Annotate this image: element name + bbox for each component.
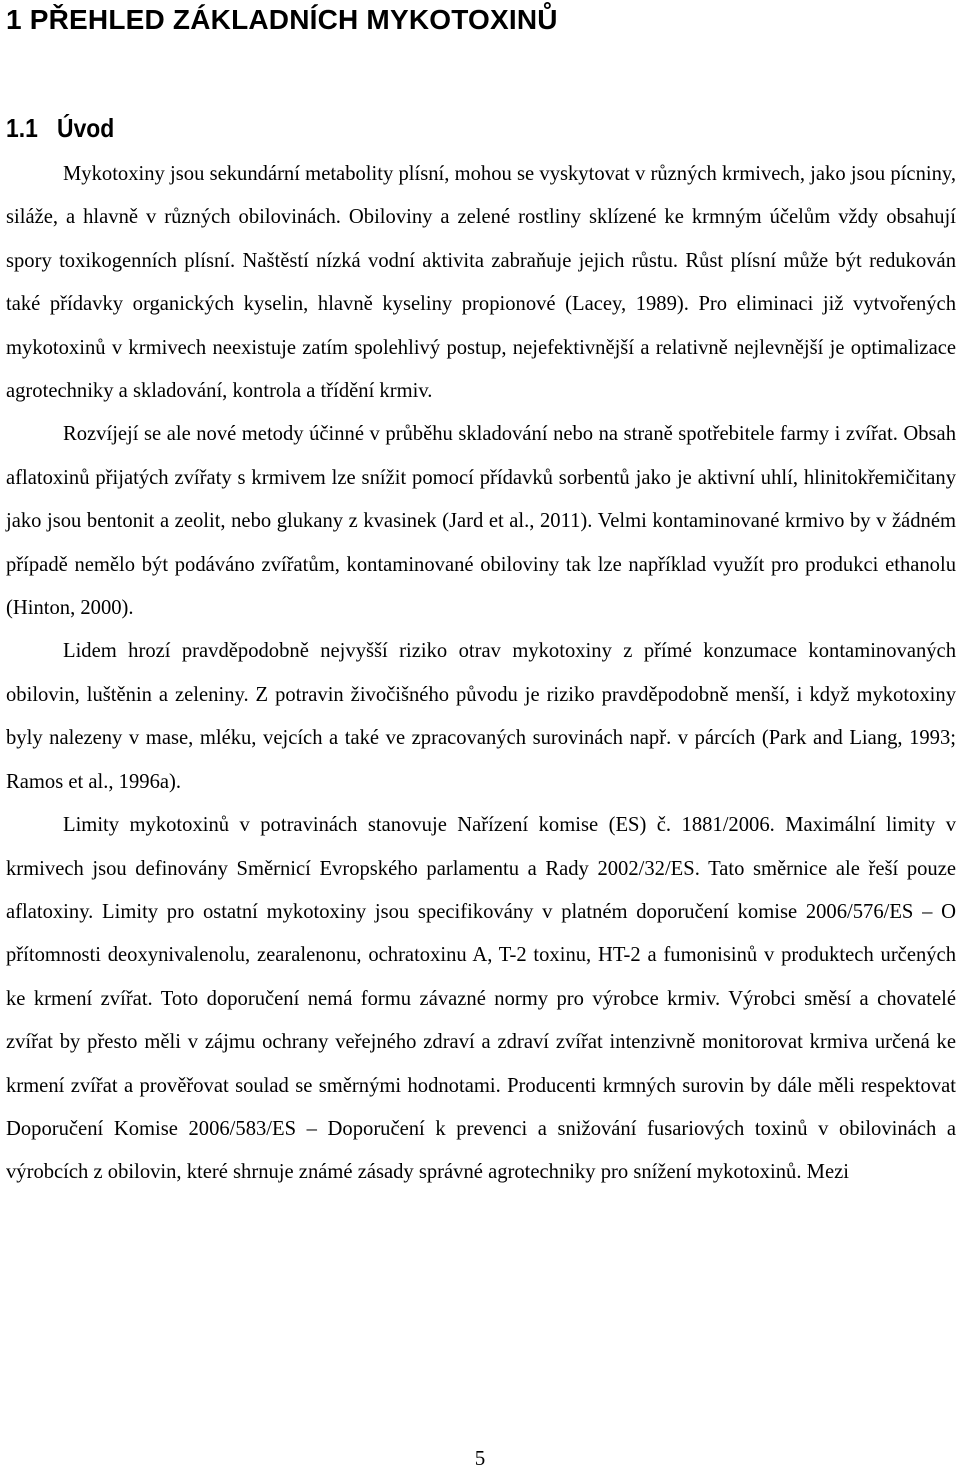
paragraph-limits: Limity mykotoxinů v potravinách stanovuje Nařízení komise (ES) č. 1881/2006. Maximální limity v krmivech jsou definovány Směrnicí Evropského parlamentu a Rady 2002/32/ES. Tato směrnice ale řeší pouze aflatoxiny. Limity pro ostatní mykotoxiny jsou specifikovány v platném doporučení komise 2006/576/ES – O přítomnosti deoxynivalenolu, zearalenonu, ochratoxinu A, T-2 toxinu, HT-2 a fumonisinů v produktech určených ke krmení zvířat. Toto doporučení nemá formu závazné normy pro výrobce krmiv. Výrobci směsí a chovatelé zvířat by přesto měli v zájmu ochrany veřejného zdraví a zdraví zvířat intenzivně monitorovat krmiva určená ke krmení zvířat a prověřovat soulad se směrnými hodnotami. Producenti krmných surovin by dále měli respektovat Doporučení Komise 2006/583/ES – Doporučení k prevenci a snižování fusariových toxinů v obilovinách a výrobcích z obilovin, které shrnuje známé zásady správné agrotechniky pro snížení mykotoxinů. Mezi [6,814,956,1184]
section-heading [6,108,114,148]
paragraph-new-methods: Rozvíjejí se ale nové metody účinné v průběhu skladování nebo na straně spotřebitele farmy i zvířat. Obsah aflatoxinů přijatých zvířaty s krmivem lze snížit pomocí přídavků sorbentů jako je aktivní uhlí, hlinitokřemičitany jako jsou bentonit a zeolit, nebo glukany z kvasinek (Jard et al., 2011). Velmi kontaminované krmivo by v žádném případě nemělo být podáváno zvířatům, kontaminované obiloviny tak lze například využít pro produkci ethanolu (Hinton, 2000). [6,423,956,620]
paragraph-human-risk: Lidem hrozí pravděpodobně nejvyšší riziko otrav mykotoxiny z přímé konzumace kontaminovaných obilovin, luštěnin a zeleniny. Z potravin živočišného původu je riziko pravděpodobně menší, i když mykotoxiny byly nalezeny v mase, mléku, vejcích a také ve zpracovaných surovinách např. v párcích (Park and Liang, 1993; Ramos et al., 1996a). [6,640,956,793]
section-number: 1.1 [6,113,38,143]
paragraph-intro: Mykotoxiny jsou sekundární metabolity plísní, mohou se vyskytovat v různých krmivech, jako jsou pícniny, siláže, a hlavně v různých obilovinách. Obiloviny a zelené rostliny sklízené ke krmným účelům vždy obsahují spory toxikogenních plísní. Naštěstí nízká vodní aktivita zabraňuje jejich růstu. Růst plísní může být redukován také přídavky organických kyselin, hlavně kyseliny propionové (Lacey, 1989). Pro eliminaci již vytvořených mykotoxinů v krmivech neexistuje zatím spolehlivý postup, nejefektivnější a relativně nejlevnější je optimalizace agrotechniky a skladování, kontrola a třídění krmiv. [6,163,956,403]
chapter-heading: 1 PŘEHLED ZÁKLADNÍCH MYKOTOXINŮ [6,4,558,35]
section-title-text: Úvod [57,113,115,143]
body-text [6,153,956,1195]
page-number: 5 [474,1446,486,1470]
